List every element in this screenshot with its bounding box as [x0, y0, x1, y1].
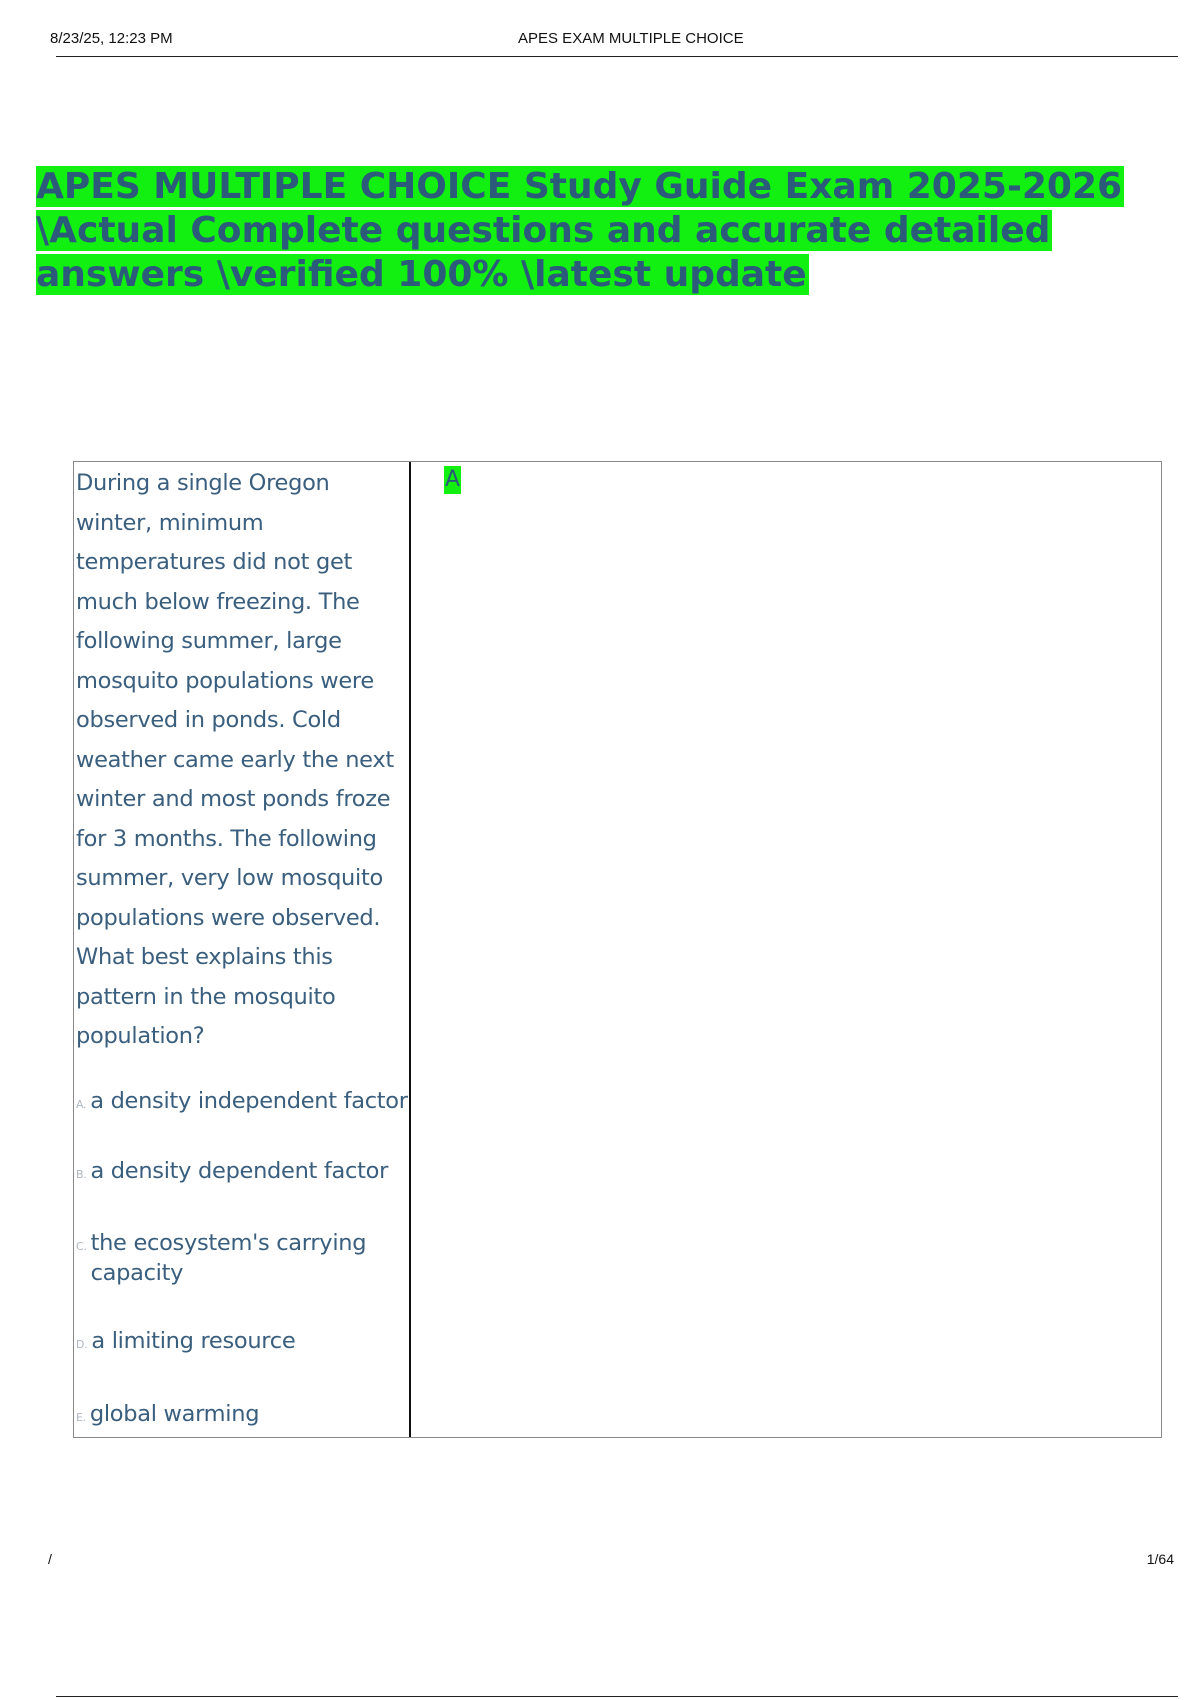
page-number: 1/64	[1146, 1551, 1174, 1567]
print-url: /	[48, 1551, 52, 1567]
print-datetime: 8/23/25, 12:23 PM	[50, 30, 173, 47]
flashcard-table	[73, 461, 1162, 1438]
question-text: During a single Oregon winter, minimum temperatures did not get much below freezing. The following summer, large mosquito populations were observed in ponds. Cold weather came early the next winter and most ponds froze for 3 months. The following summer, very low mosquito populations were observed. What best explains this pattern in the mosquito population?	[76, 470, 394, 1049]
title-line-3: answers \verified 100% \latest update	[36, 254, 807, 295]
question-cell	[74, 462, 411, 1437]
option-letter: D.	[76, 1338, 88, 1351]
option-text: global warming	[89, 1401, 260, 1427]
option-text: a density dependent factor	[90, 1158, 389, 1184]
option-letter: B.	[76, 1168, 87, 1181]
option-text: a density independent factor	[90, 1088, 408, 1114]
title-line-2: \Actual Complete questions and accurate detailed	[36, 210, 1051, 251]
option-text: the ecosystem's carrying capacity	[90, 1230, 367, 1286]
option-letter: C.	[76, 1240, 87, 1253]
option-b	[76, 1156, 408, 1190]
document-title	[36, 165, 1166, 297]
option-a	[76, 1086, 408, 1120]
answer-cell	[411, 462, 1161, 1437]
print-header	[50, 28, 1178, 57]
option-text: a limiting resource	[91, 1328, 296, 1354]
title-line-1: APES MULTIPLE CHOICE Study Guide Exam 2025-2026	[36, 166, 1123, 207]
option-d	[76, 1326, 408, 1360]
option-c	[76, 1228, 408, 1288]
option-letter: E.	[76, 1411, 86, 1424]
option-letter: A.	[76, 1098, 87, 1111]
answer-text: A	[445, 467, 461, 492]
option-e	[76, 1399, 408, 1433]
divider	[56, 1696, 1178, 1697]
print-doc-title: APES EXAM MULTIPLE CHOICE	[518, 30, 744, 47]
